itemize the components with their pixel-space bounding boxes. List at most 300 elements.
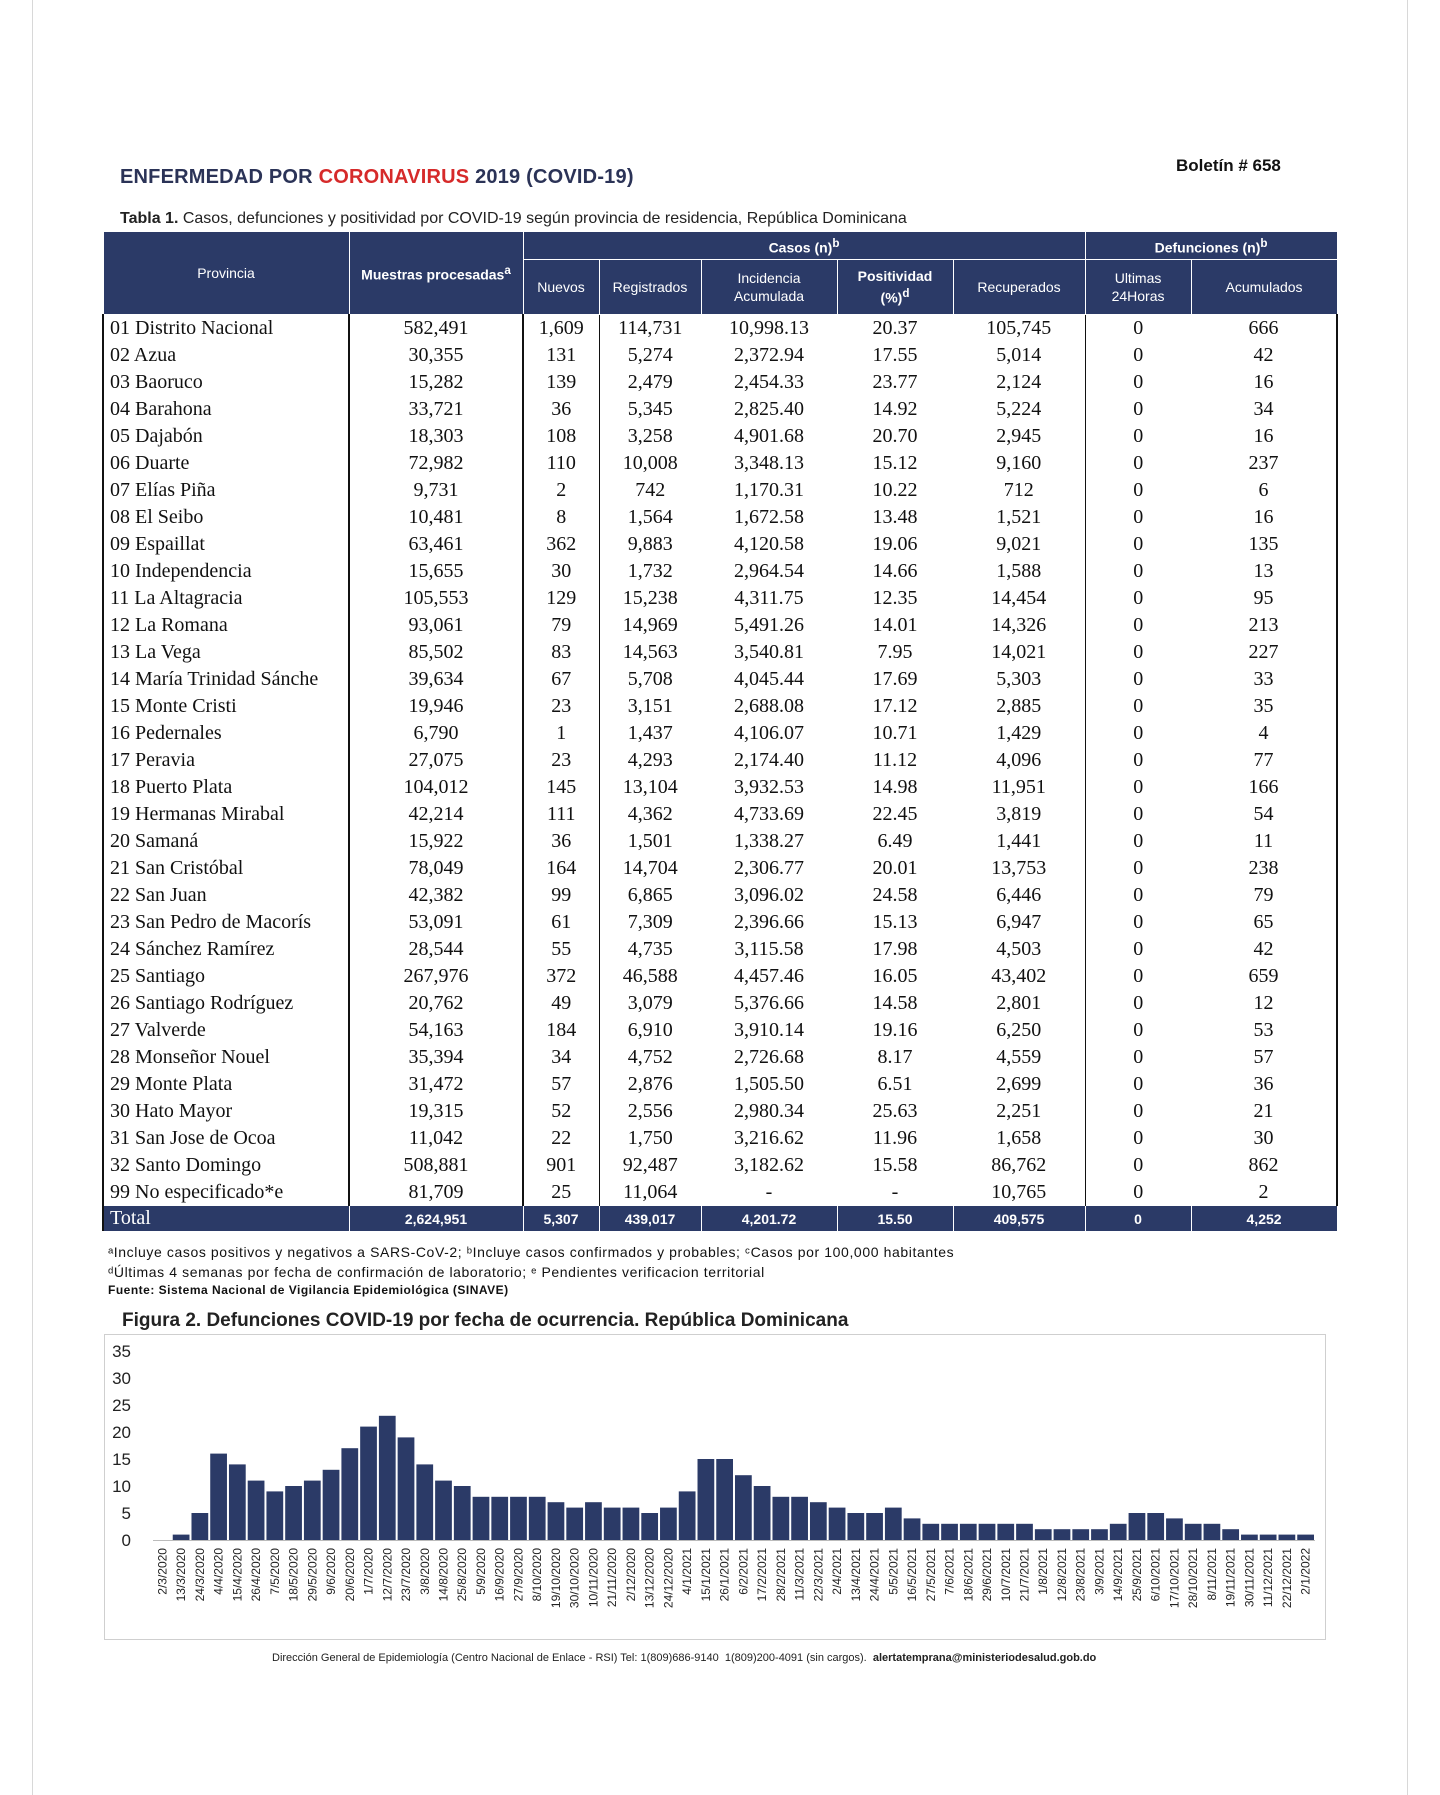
cell-ultimas-24h: 0 [1133, 1019, 1144, 1041]
cell-provincia: 18 Puerto Plata [103, 774, 349, 801]
cell-acumulados: 42 [1191, 936, 1337, 963]
cell-registrados: 7,309 [627, 911, 673, 933]
x-tick-label: 29/5/2020 [305, 1548, 320, 1602]
cell-registrados: 4,293 [627, 749, 673, 771]
cell-registrados: 114,731 [618, 317, 683, 339]
x-tick-label: 22/3/2021 [811, 1548, 826, 1602]
cell-provincia: 28 Monseñor Nouel [103, 1044, 349, 1071]
cell-registrados: 9,883 [627, 533, 673, 555]
chart-bar [866, 1513, 883, 1540]
cell-positividad: 16.05 [872, 965, 918, 987]
cell-muestras: 42,382 [349, 882, 523, 909]
total-ultimas-24h: 0 [1085, 1206, 1191, 1231]
cell-muestras: 15,922 [349, 828, 523, 855]
chart-bar [1297, 1535, 1314, 1540]
cell-ultimas-24h: 0 [1133, 1046, 1144, 1068]
cell-positividad: 14.98 [872, 776, 918, 798]
chart-bar [604, 1508, 621, 1540]
cell-acumulados: 2 [1191, 1179, 1337, 1206]
note-line-2: ᵈÚltimas 4 semanas por fecha de confirmación de laboratorio; ᵉ Pendientes verificacion territorial [108, 1264, 765, 1280]
cell-provincia: 15 Monte Cristi [103, 693, 349, 720]
cell-acumulados: 16 [1191, 423, 1337, 450]
cell-ultimas-24h: 0 [1133, 1181, 1144, 1203]
cell-registrados: 13,104 [622, 776, 678, 798]
cell-muestras: 63,461 [349, 531, 523, 558]
cell-nuevos: 36 [523, 396, 599, 423]
chart-bar [435, 1481, 452, 1540]
cell-provincia: 14 María Trinidad Sánche [103, 666, 349, 693]
cell-recuperados: 14,021 [953, 639, 1085, 666]
cell-muestras: 53,091 [349, 909, 523, 936]
cell-recuperados: 712 [953, 477, 1085, 504]
cell-recuperados: 6,947 [953, 909, 1085, 936]
cell-ultimas-24h: 0 [1133, 533, 1144, 555]
chart-bar [1091, 1529, 1108, 1540]
table-row [103, 666, 1337, 693]
header-nuevos: Nuevos [523, 260, 599, 315]
cell-acumulados: 659 [1191, 963, 1337, 990]
x-tick-label: 25/9/2021 [1129, 1548, 1144, 1602]
cell-positividad: 22.45 [872, 803, 918, 825]
y-tick-label: 20 [112, 1423, 131, 1442]
x-tick-label: 15/1/2021 [698, 1548, 713, 1602]
cell-acumulados: 34 [1191, 396, 1337, 423]
x-tick-label: 7/5/2020 [267, 1548, 282, 1595]
cell-incidencia: 4,733.69 [734, 803, 804, 825]
x-tick-label: 7/6/2021 [942, 1548, 957, 1595]
cell-positividad: 11.96 [872, 1127, 918, 1149]
cell-incidencia: 5,376.66 [734, 992, 804, 1014]
cell-provincia: 06 Duarte [103, 450, 349, 477]
chart-bar [922, 1524, 939, 1540]
cell-recuperados: 14,454 [953, 585, 1085, 612]
cell-acumulados: 42 [1191, 342, 1337, 369]
cell-ultimas-24h: 0 [1133, 803, 1144, 825]
cell-acumulados: 77 [1191, 747, 1337, 774]
cell-recuperados: 5,224 [953, 396, 1085, 423]
cell-recuperados: 6,446 [953, 882, 1085, 909]
chart-bar [1035, 1529, 1052, 1540]
cell-registrados: 6,910 [627, 1019, 673, 1041]
cell-registrados: 11,064 [623, 1181, 678, 1203]
cell-muestras: 508,881 [349, 1152, 523, 1179]
cell-registrados: 5,345 [627, 398, 673, 420]
cell-muestras: 42,214 [349, 801, 523, 828]
cell-acumulados: 237 [1191, 450, 1337, 477]
cell-recuperados: 4,559 [953, 1044, 1085, 1071]
cell-positividad: 7.95 [877, 641, 913, 663]
table-row [103, 612, 1337, 639]
cell-positividad: 17.12 [872, 695, 918, 717]
cell-incidencia: 2,454.33 [734, 371, 804, 393]
deaths-chart-svg [105, 1335, 1327, 1641]
cell-incidencia: 2,688.08 [734, 695, 804, 717]
chart-bar [941, 1524, 958, 1540]
cell-positividad: 11.12 [872, 749, 918, 771]
cell-positividad: 15.58 [872, 1154, 918, 1176]
cell-nuevos: 139 [523, 369, 599, 396]
cell-nuevos: 36 [523, 828, 599, 855]
table-row [103, 396, 1337, 423]
chart-bar [735, 1475, 752, 1540]
x-tick-label: 24/4/2021 [867, 1548, 882, 1602]
table-row [103, 1098, 1337, 1125]
chart-bar [210, 1454, 227, 1540]
cell-muestras: 6,790 [349, 720, 523, 747]
x-tick-label: 13/3/2020 [174, 1548, 189, 1602]
chart-bar [1147, 1513, 1164, 1540]
cell-muestras: 72,982 [349, 450, 523, 477]
chart-bar [1185, 1524, 1202, 1540]
cell-acumulados: 166 [1191, 774, 1337, 801]
table-row [103, 828, 1337, 855]
chart-bar [1054, 1529, 1071, 1540]
header-acumulados: Acumulados [1191, 260, 1337, 315]
cell-nuevos: 372 [523, 963, 599, 990]
cell-ultimas-24h: 0 [1133, 965, 1144, 987]
cell-provincia: 22 San Juan [103, 882, 349, 909]
cell-recuperados: 11,951 [953, 774, 1085, 801]
figure-title: Figura 2. Defunciones COVID-19 por fecha de ocurrencia. República Dominicana [122, 1310, 849, 1331]
cell-positividad: 6.49 [877, 830, 913, 852]
total-incidencia: 4,201.72 [701, 1206, 837, 1231]
cell-nuevos: 362 [523, 531, 599, 558]
cell-acumulados: 95 [1191, 585, 1337, 612]
cell-recuperados: 3,819 [953, 801, 1085, 828]
chart-bar [791, 1497, 808, 1540]
cell-provincia: 12 La Romana [103, 612, 349, 639]
cell-recuperados: 86,762 [953, 1152, 1085, 1179]
cell-nuevos: 57 [523, 1071, 599, 1098]
chart-bar [754, 1486, 771, 1540]
x-tick-label: 28/10/2021 [1186, 1548, 1201, 1609]
cell-nuevos: 129 [523, 585, 599, 612]
cell-incidencia: 2,980.34 [734, 1100, 804, 1122]
cell-registrados: 92,487 [622, 1154, 678, 1176]
cell-provincia: 26 Santiago Rodríguez [103, 990, 349, 1017]
cell-acumulados: 227 [1191, 639, 1337, 666]
table-row [103, 693, 1337, 720]
chart-bar [979, 1524, 996, 1540]
cell-incidencia: 5,491.26 [734, 614, 804, 636]
x-tick-label: 9/6/2020 [324, 1548, 339, 1595]
x-tick-label: 6/2/2021 [736, 1548, 751, 1595]
cell-registrados: 2,479 [627, 371, 673, 393]
cell-positividad: 20.37 [872, 317, 918, 339]
header-incidencia: Incidencia Acumulada [701, 260, 837, 315]
chart-bar [510, 1497, 527, 1540]
page-title [120, 166, 634, 189]
cell-acumulados: 666 [1191, 315, 1337, 343]
chart-bar [454, 1486, 471, 1540]
y-tick-label: 30 [112, 1369, 131, 1388]
cell-incidencia: 1,505.50 [734, 1073, 804, 1095]
chart-bar [829, 1508, 846, 1540]
cell-ultimas-24h: 0 [1133, 722, 1144, 744]
cell-ultimas-24h: 0 [1133, 452, 1144, 474]
chart-bar [904, 1518, 921, 1540]
cell-positividad: 14.58 [872, 992, 918, 1014]
cell-acumulados: 35 [1191, 693, 1337, 720]
header-group-defunciones: Defunciones $(n)^b$ [1085, 232, 1337, 260]
cell-recuperados: 2,251 [953, 1098, 1085, 1125]
cell-incidencia: 4,457.46 [734, 965, 804, 987]
table-row [103, 1152, 1337, 1179]
cell-provincia: 27 Valverde [103, 1017, 349, 1044]
x-tick-label: 23/8/2021 [1073, 1548, 1088, 1602]
x-tick-label: 6/10/2021 [1148, 1548, 1163, 1602]
chart-bar [173, 1535, 190, 1540]
cell-registrados: 4,362 [627, 803, 673, 825]
cell-nuevos: 145 [523, 774, 599, 801]
cell-acumulados: 30 [1191, 1125, 1337, 1152]
cell-ultimas-24h: 0 [1133, 371, 1144, 393]
cell-nuevos: 8 [523, 504, 599, 531]
total-recuperados: 409,575 [953, 1206, 1085, 1231]
cell-muestras: 15,282 [349, 369, 523, 396]
cell-positividad: 12.35 [872, 587, 918, 609]
cell-incidencia: 3,932.53 [734, 776, 804, 798]
header-provincia: Provincia [103, 232, 349, 315]
cell-ultimas-24h: 0 [1133, 1154, 1144, 1176]
x-tick-label: 14/9/2021 [1111, 1548, 1126, 1602]
cell-recuperados: 4,503 [953, 936, 1085, 963]
table-row [103, 1071, 1337, 1098]
cell-ultimas-24h: 0 [1133, 614, 1144, 636]
chart-bar [473, 1497, 490, 1540]
cell-provincia: 32 Santo Domingo [103, 1152, 349, 1179]
x-tick-label: 4/4/2020 [211, 1548, 226, 1595]
cell-ultimas-24h: 0 [1133, 560, 1144, 582]
cell-muestras: 20,762 [349, 990, 523, 1017]
cell-recuperados: 6,250 [953, 1017, 1085, 1044]
cell-incidencia: 3,348.13 [734, 452, 804, 474]
cell-nuevos: 1 [523, 720, 599, 747]
x-tick-label: 17/2/2021 [755, 1548, 770, 1602]
cell-nuevos: 30 [523, 558, 599, 585]
table-notes [108, 1242, 954, 1298]
x-tick-label: 22/12/2021 [1279, 1548, 1294, 1609]
cell-recuperados: 1,521 [953, 504, 1085, 531]
cell-provincia: 30 Hato Mayor [103, 1098, 349, 1125]
y-tick-label: 5 [121, 1504, 131, 1523]
cell-provincia: 25 Santiago [103, 963, 349, 990]
cell-incidencia: 2,372.94 [734, 344, 804, 366]
cell-ultimas-24h: 0 [1133, 1073, 1144, 1095]
chart-bar [585, 1502, 602, 1540]
cell-incidencia: 1,170.31 [734, 479, 804, 501]
cell-registrados: 14,704 [622, 857, 678, 879]
cell-muestras: 78,049 [349, 855, 523, 882]
cell-incidencia: - [765, 1181, 773, 1203]
cell-acumulados: 6 [1191, 477, 1337, 504]
cell-provincia: 31 San Jose de Ocoa [103, 1125, 349, 1152]
x-tick-label: 13/4/2021 [848, 1548, 863, 1602]
cell-incidencia: 10,998.13 [729, 317, 809, 339]
table-row [103, 909, 1337, 936]
cell-positividad: 10.71 [872, 722, 918, 744]
cell-registrados: 6,865 [627, 884, 673, 906]
table-row [103, 1125, 1337, 1152]
chart-bar [1222, 1529, 1239, 1540]
chart-bar [679, 1491, 696, 1540]
cell-provincia: 08 El Seibo [103, 504, 349, 531]
table-row [103, 504, 1337, 531]
cell-positividad: 8.17 [877, 1046, 913, 1068]
table-row [103, 558, 1337, 585]
chart-bar [1204, 1524, 1221, 1540]
x-tick-label: 24/3/2020 [192, 1548, 207, 1602]
cell-incidencia: 3,910.14 [734, 1019, 804, 1041]
cell-ultimas-24h: 0 [1133, 587, 1144, 609]
cell-muestras: 104,012 [349, 774, 523, 801]
cell-muestras: 93,061 [349, 612, 523, 639]
cell-registrados: 4,735 [627, 938, 673, 960]
cell-nuevos: 164 [523, 855, 599, 882]
cell-incidencia: 3,540.81 [734, 641, 804, 663]
cell-registrados: 4,752 [627, 1046, 673, 1068]
cell-incidencia: 4,311.75 [734, 587, 804, 609]
cell-ultimas-24h: 0 [1133, 992, 1144, 1014]
cell-nuevos: 108 [523, 423, 599, 450]
cell-incidencia: 4,120.58 [734, 533, 804, 555]
cell-muestras: 9,731 [349, 477, 523, 504]
x-tick-label: 24/12/2020 [661, 1548, 676, 1609]
cell-muestras: 19,315 [349, 1098, 523, 1125]
cell-provincia: 02 Azua [103, 342, 349, 369]
cell-registrados: 1,437 [627, 722, 673, 744]
cell-positividad: 6.51 [877, 1073, 913, 1095]
cell-acumulados: 21 [1191, 1098, 1337, 1125]
chart-bar [191, 1513, 208, 1540]
table-row [103, 990, 1337, 1017]
cell-recuperados: 1,441 [953, 828, 1085, 855]
cell-recuperados: 105,745 [953, 315, 1085, 343]
cell-nuevos: 79 [523, 612, 599, 639]
chart-bar [960, 1524, 977, 1540]
cell-ultimas-24h: 0 [1133, 1127, 1144, 1149]
cell-ultimas-24h: 0 [1133, 479, 1144, 501]
cell-ultimas-24h: 0 [1133, 911, 1144, 933]
source-note: Fuente: Sistema Nacional de Vigilancia Epidemiológica (SINAVE) [108, 1283, 509, 1297]
cell-muestras: 81,709 [349, 1179, 523, 1206]
cell-acumulados: 238 [1191, 855, 1337, 882]
cell-acumulados: 12 [1191, 990, 1337, 1017]
chart-bar [698, 1459, 715, 1540]
chart-bar [997, 1524, 1014, 1540]
table-row [103, 855, 1337, 882]
x-tick-label: 30/10/2020 [567, 1548, 582, 1609]
x-tick-label: 10/7/2021 [998, 1548, 1013, 1602]
cell-muestras: 85,502 [349, 639, 523, 666]
cell-acumulados: 57 [1191, 1044, 1337, 1071]
page-footer: Dirección General de Epidemiología (Centro Nacional de Enlace - RSI) Tel: 1(809)686-9140 1(809)200-4091 (sin cargos). alertatemprana@ministeriodesalud.gob.do [272, 1652, 1097, 1664]
cell-acumulados: 4 [1191, 720, 1337, 747]
table-row [103, 315, 1337, 343]
chart-bar [529, 1497, 546, 1540]
cell-ultimas-24h: 0 [1133, 695, 1144, 717]
cell-muestras: 27,075 [349, 747, 523, 774]
cell-acumulados: 65 [1191, 909, 1337, 936]
x-tick-label: 13/12/2020 [642, 1548, 657, 1609]
cell-provincia: 11 La Altagracia [103, 585, 349, 612]
cell-muestras: 11,042 [349, 1125, 523, 1152]
table-row [103, 720, 1337, 747]
cell-nuevos: 131 [523, 342, 599, 369]
x-tick-label: 2/1/2022 [1298, 1548, 1313, 1595]
cell-acumulados: 13 [1191, 558, 1337, 585]
cell-positividad: 14.66 [872, 560, 918, 582]
cell-positividad: 19.06 [872, 533, 918, 555]
cell-recuperados: 9,160 [953, 450, 1085, 477]
chart-bar [304, 1481, 321, 1540]
cell-nuevos: 34 [523, 1044, 599, 1071]
table-row [103, 450, 1337, 477]
cell-nuevos: 22 [523, 1125, 599, 1152]
x-tick-label: 26/4/2020 [249, 1548, 264, 1602]
table-row [103, 342, 1337, 369]
cell-registrados: 3,079 [627, 992, 673, 1014]
chart-bar [772, 1497, 789, 1540]
x-tick-label: 12/7/2020 [380, 1548, 395, 1602]
x-tick-label: 19/10/2020 [548, 1548, 563, 1609]
cell-nuevos: 901 [523, 1152, 599, 1179]
cell-incidencia: 2,306.77 [734, 857, 804, 879]
x-tick-label: 2/4/2021 [830, 1548, 845, 1595]
table-row [103, 531, 1337, 558]
cell-provincia: 29 Monte Plata [103, 1071, 349, 1098]
cell-ultimas-24h: 0 [1133, 857, 1144, 879]
cell-incidencia: 3,096.02 [734, 884, 804, 906]
cell-recuperados: 5,303 [953, 666, 1085, 693]
cell-positividad: 23.77 [872, 371, 918, 393]
cell-positividad: 10.22 [872, 479, 918, 501]
header-group-casos: Casos $(n)^b$ [523, 232, 1085, 260]
x-tick-label: 8/10/2020 [530, 1548, 545, 1602]
cell-registrados: 10,008 [622, 452, 678, 474]
x-tick-label: 26/1/2021 [717, 1548, 732, 1602]
x-tick-label: 18/5/2020 [286, 1548, 301, 1602]
cell-positividad: 13.48 [872, 506, 918, 528]
chart-bar [566, 1508, 583, 1540]
cell-recuperados: 13,753 [953, 855, 1085, 882]
chart-bar [1241, 1535, 1258, 1540]
x-tick-label: 12/8/2021 [1054, 1548, 1069, 1602]
cell-registrados: 3,258 [627, 425, 673, 447]
x-tick-label: 20/6/2020 [342, 1548, 357, 1602]
cell-muestras: 28,544 [349, 936, 523, 963]
cell-incidencia: 2,964.54 [734, 560, 804, 582]
x-tick-label: 27/5/2021 [923, 1548, 938, 1602]
cell-muestras: 35,394 [349, 1044, 523, 1071]
total-provincia: Total [103, 1206, 349, 1231]
cell-provincia: 16 Pedernales [103, 720, 349, 747]
cell-recuperados: 1,429 [953, 720, 1085, 747]
bulletin-number: Boletín # 658 [1176, 156, 1281, 175]
chart-bar [398, 1437, 415, 1540]
cell-muestras: 19,946 [349, 693, 523, 720]
cell-incidencia: 3,182.62 [734, 1154, 804, 1176]
cell-acumulados: 16 [1191, 369, 1337, 396]
cell-muestras: 18,303 [349, 423, 523, 450]
x-tick-label: 3/9/2021 [1092, 1548, 1107, 1595]
cell-ultimas-24h: 0 [1133, 830, 1144, 852]
cell-muestras: 33,721 [349, 396, 523, 423]
chart-bar [716, 1459, 733, 1540]
cell-nuevos: 110 [523, 450, 599, 477]
cell-ultimas-24h: 0 [1133, 776, 1144, 798]
cell-registrados: 14,563 [622, 641, 678, 663]
